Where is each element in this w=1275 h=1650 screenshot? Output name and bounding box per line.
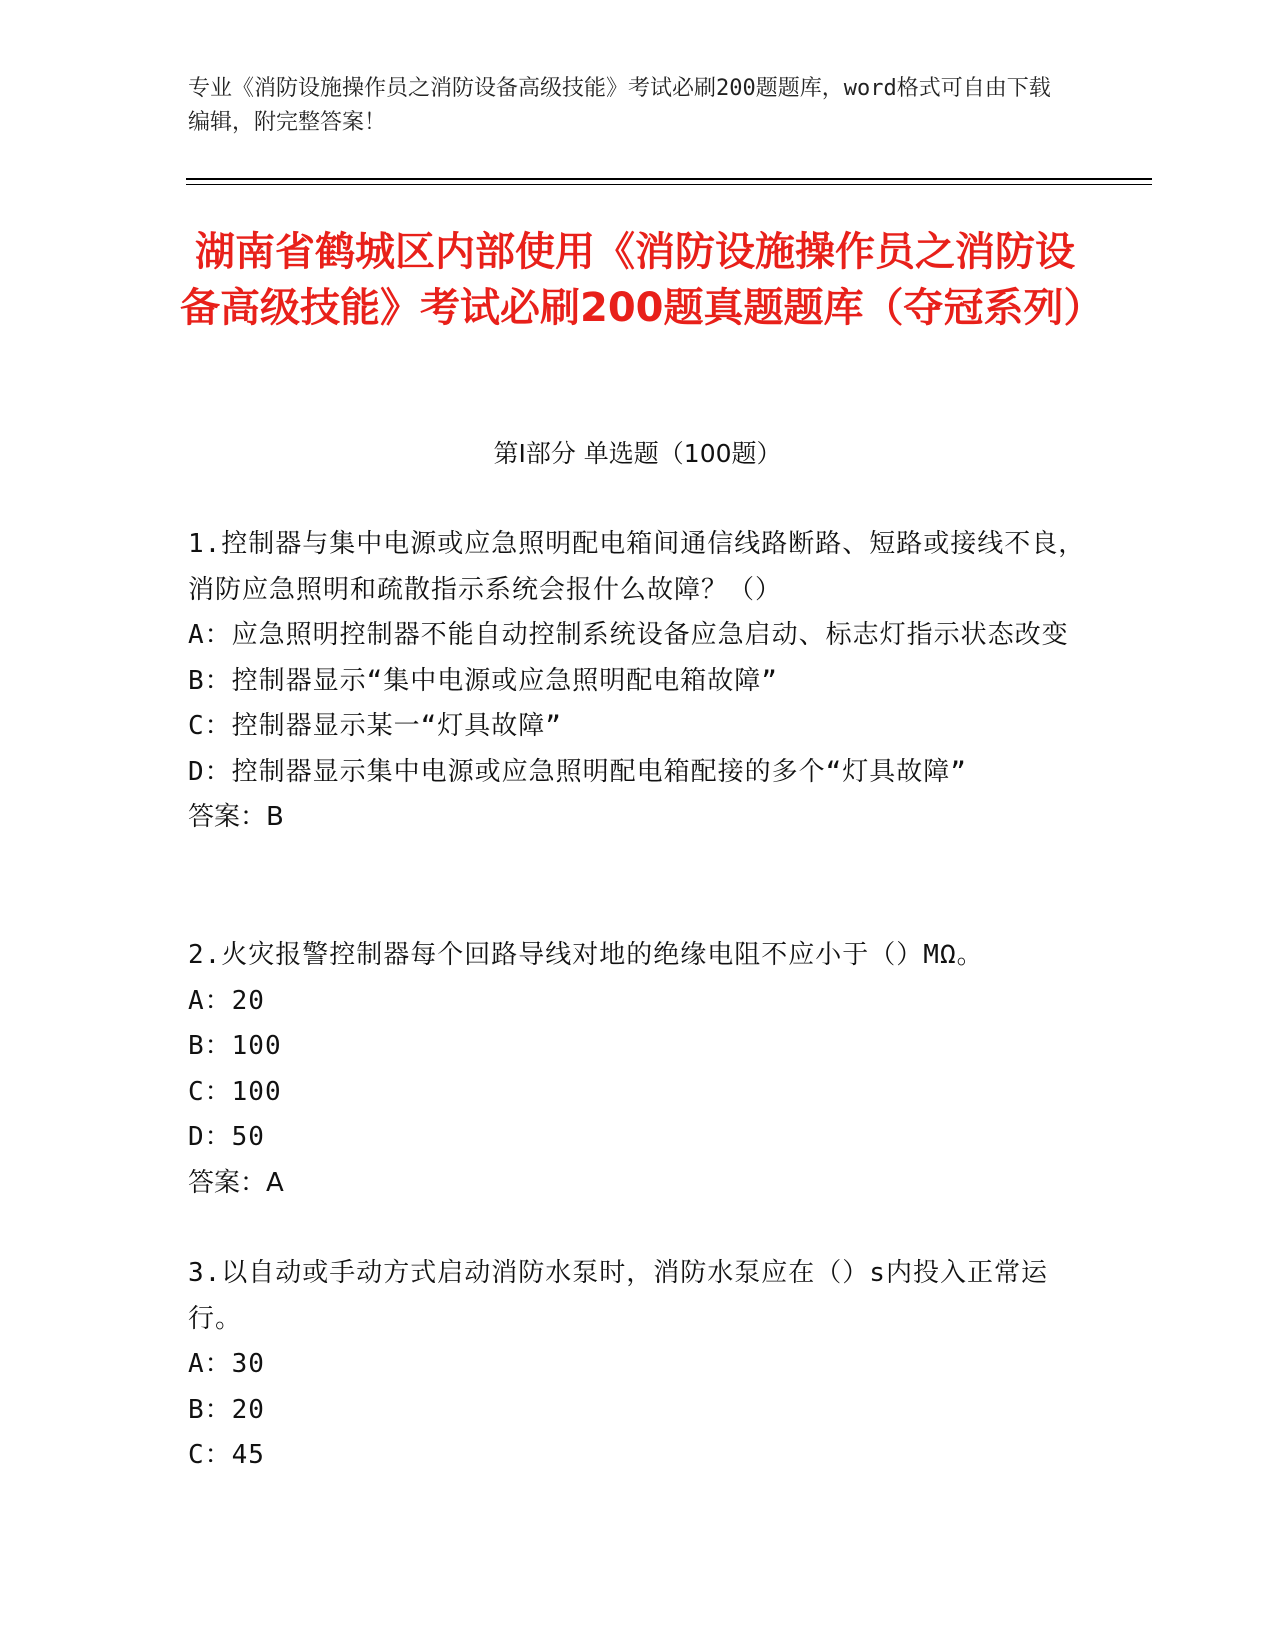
header-divider-thick [186, 178, 1152, 180]
header-note: 专业《消防设施操作员之消防设备高级技能》考试必刷200题题库，word格式可自由下载编辑，附完整答案！ [188, 76, 1051, 135]
question-stem: 3.以自动或手动方式启动消防水泵时，消防水泵应在（）s内投入正常运行。 [188, 1258, 1048, 1334]
option-a: A：20 [188, 985, 265, 1016]
header-divider-thin [186, 184, 1152, 185]
option-d: D：50 [188, 1122, 265, 1152]
section-heading: 第I部分 单选题（100题） [493, 439, 782, 468]
option-c: C：45 [188, 1440, 265, 1470]
option-c: C：控制器显示某一“灯具故障” [188, 711, 562, 741]
option-a: A：应急照明控制器不能自动控制系统设备应急启动、标志灯指示状态改变 [188, 620, 1069, 650]
option-b: B：100 [188, 1031, 282, 1061]
answer-line: 答案：A [188, 1167, 284, 1198]
option-b: B：控制器显示“集中电源或应急照明配电箱故障” [188, 665, 778, 696]
question-block [188, 933, 1088, 1206]
question-stem: 2.火灾报警控制器每个回路导线对地的绝缘电阻不应小于（）MΩ。 [188, 940, 984, 970]
question-block [188, 522, 1088, 841]
document-title: 湖南省鹤城区内部使用《消防设施操作员之消防设备高级技能》考试必刷200题真题题库（夺冠系列） [180, 229, 1104, 331]
option-b: B：20 [188, 1394, 265, 1425]
answer-line: 答案：B [188, 802, 284, 832]
option-d: D：控制器显示集中电源或应急照明配电箱配接的多个“灯具故障” [188, 756, 967, 787]
option-a: A：30 [188, 1349, 265, 1379]
option-c: C：100 [188, 1076, 282, 1107]
question-stem: 1.控制器与集中电源或应急照明配电箱间通信线路断路、短路或接线不良，消防应急照明和疏散指示系统会报什么故障？（） [188, 529, 1086, 605]
question-block [188, 1251, 1088, 1479]
